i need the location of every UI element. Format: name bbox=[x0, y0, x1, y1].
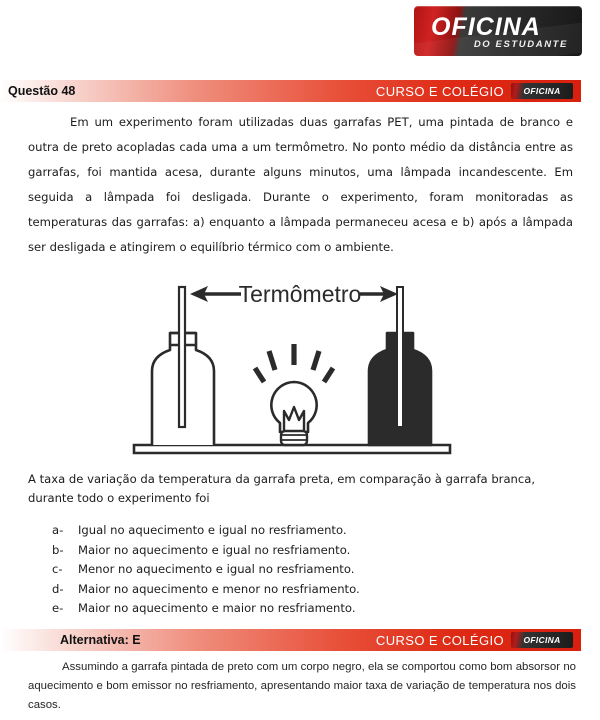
question-statement: Em um experimento foram utilizadas duas garrafas PET, uma pintada de branco e outra de preto acopladas cada uma a um termômetro. No ponto médio da distância entre as garrafas, foi mantida acesa, durante alguns minutos, uma lâmpada incandescente. Em seguida a lâmpada foi desligada. Durante o experimento, foram monitoradas as temperaturas das garrafas: a) enquanto a lâmpada permaneceu acesa e b) após a lâmpada ser desligada e atingirem o equilíbrio térmico com o ambiente. bbox=[28, 115, 573, 254]
mini-brand-logo-text: OFICINA bbox=[523, 85, 561, 96]
figure-label: Termômetro bbox=[238, 281, 362, 307]
answer-option-c[interactable] bbox=[52, 562, 522, 582]
answer-alternative: Alternativa: E bbox=[60, 633, 141, 647]
black-bottle bbox=[369, 287, 431, 445]
question-prompt: A taxa de variação da temperatura da garrafa preta, em comparação à garrafa branca, durante todo o experimento foi bbox=[28, 472, 536, 505]
solution-text: Assumindo a garrafa pintada de preto com um corpo negro, ela se comportou como bom absorsor no aquecimento e bom emissor no resfriamento, apresentando maior taxa de variação de temperatura nos dois casos. bbox=[28, 661, 576, 711]
answer-option-b[interactable] bbox=[52, 543, 522, 563]
white-bottle bbox=[152, 287, 214, 445]
arrow-left-icon bbox=[190, 286, 241, 302]
answer-header-bar bbox=[0, 629, 581, 651]
option-text: Maior no aquecimento e igual no resfriamento. bbox=[78, 542, 351, 557]
question-bar-brand-group bbox=[376, 83, 573, 99]
brand-logo-subtitle: DO ESTUDANTE bbox=[473, 39, 568, 50]
course-label: CURSO E COLÉGIO bbox=[375, 83, 504, 99]
option-key: b- bbox=[52, 542, 64, 557]
option-text: Menor no aquecimento e igual no resfriamento. bbox=[78, 562, 355, 577]
thermometer-annotation bbox=[190, 281, 398, 307]
arrow-right-icon bbox=[360, 286, 398, 302]
mini-brand-logo-text-answer: OFICINA bbox=[523, 634, 561, 645]
option-text: Maior no aquecimento e maior no resfriamento. bbox=[78, 601, 356, 616]
option-key: a- bbox=[52, 523, 64, 537]
option-key: c- bbox=[52, 562, 63, 577]
option-text: Maior no aquecimento e menor no resfriamento. bbox=[78, 581, 360, 596]
question-number: Questão 48 bbox=[8, 84, 76, 98]
question-header-bar bbox=[0, 80, 581, 102]
mini-brand-logo bbox=[511, 83, 573, 99]
brand-logo-text: OFICINA bbox=[431, 13, 541, 41]
mini-brand-logo-answer bbox=[511, 632, 573, 648]
brand-logo bbox=[414, 6, 582, 56]
answer-option-e[interactable] bbox=[52, 601, 522, 621]
answer-bar-brand-group bbox=[376, 632, 573, 648]
lamp-rays bbox=[255, 344, 333, 382]
incandescent-lamp bbox=[255, 344, 333, 445]
experiment-figure bbox=[128, 278, 473, 460]
option-text: Igual no aquecimento e igual no resfriamento. bbox=[78, 523, 347, 537]
option-key: d- bbox=[52, 581, 64, 596]
option-key: e- bbox=[52, 601, 64, 616]
lamp-screw-base bbox=[281, 431, 307, 445]
answer-options bbox=[52, 523, 522, 621]
answer-option-d[interactable] bbox=[52, 582, 522, 602]
course-label-answer: CURSO E COLÉGIO bbox=[375, 632, 504, 648]
answer-option-a[interactable] bbox=[52, 523, 522, 543]
